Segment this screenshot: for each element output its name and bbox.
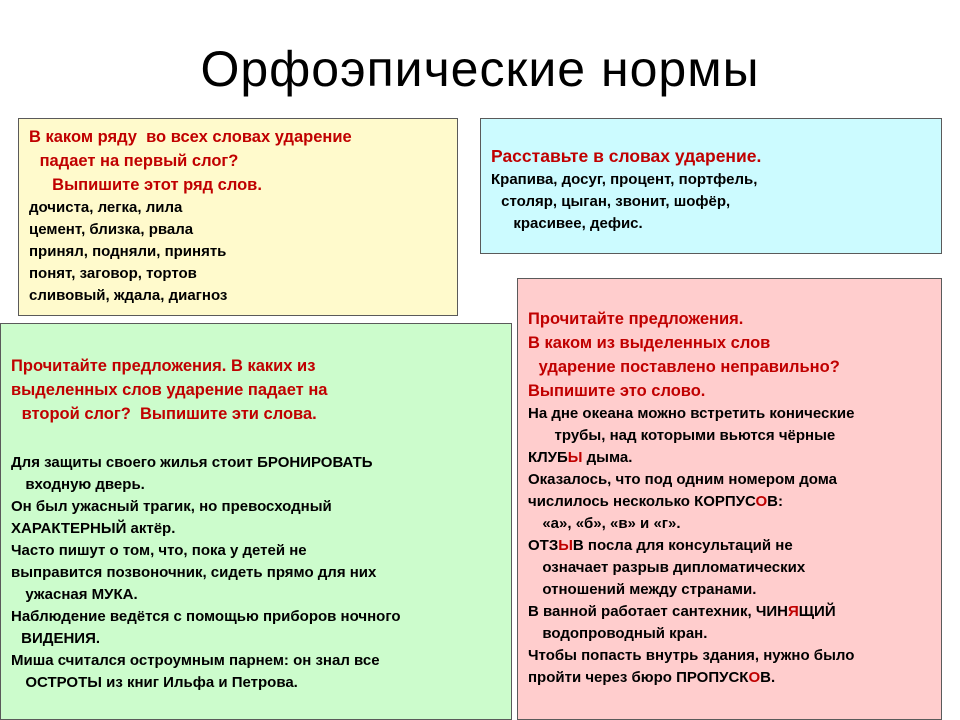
sentence-line: Оказалось, что под одним номером дома (528, 471, 838, 488)
sentence-line: Он был ужасный трагик, но превосходный (11, 498, 332, 515)
word-part: ОТЗ (528, 537, 559, 554)
exercise-box-wrong-stress (517, 278, 942, 720)
sentence-line: Чтобы попасть внутрь здания, нужно было (528, 647, 855, 664)
task-line: второй слог? Выпишите эти слова. (17, 405, 317, 423)
sentence-line: Наблюдение ведётся с помощью приборов ночного (11, 608, 401, 625)
word-part: дыма. (582, 449, 633, 466)
word-part: ЩИЙ (798, 603, 836, 620)
task-line: Выпишите этот ряд слов. (43, 176, 262, 194)
task-line: Выпишите это слово. (528, 382, 706, 400)
word-part: В: (767, 493, 783, 510)
sentence-line (528, 491, 941, 513)
sentence-line: ХАРАКТЕРНЫЙ актёр. (11, 520, 176, 537)
stressed-letter: Ы (558, 537, 573, 554)
task-line: В каком из выделенных слов (528, 334, 771, 352)
task-line: В каком ряду во всех словах ударение (29, 128, 352, 146)
sentence-line (528, 601, 941, 623)
stressed-letter: Я (787, 603, 799, 620)
sentence-line: означает разрыв дипломатических (534, 559, 806, 576)
sentence-line: ОСТРОТЫ из книг Ильфа и Петрова. (17, 674, 298, 691)
task-line: ударение поставлено неправильно? (534, 358, 840, 376)
exercise-box-first-syllable (18, 118, 458, 316)
sentence-line (528, 447, 941, 469)
sentence-line: водопроводный кран. (534, 625, 708, 642)
word-part: ЧИН (755, 603, 788, 620)
sentence-line: входную дверь. (17, 476, 145, 493)
word-row: столяр, цыган, звонит, шофёр, (497, 193, 731, 210)
word-part: В посла для консультаций не (572, 537, 793, 554)
task-line: Расставьте в словах ударение. (491, 146, 762, 166)
word-part: В ванной работает сантехник, (528, 603, 756, 620)
word-part: КЛУБ (528, 449, 568, 466)
task-line: Прочитайте предложения. В каких из (11, 357, 316, 375)
word-part: пройти через бюро ПРОПУСК (528, 669, 749, 686)
stressed-letter: Ы (567, 449, 583, 466)
word-row: принял, подняли, принять (29, 243, 227, 260)
sentence-line: трубы, над которыми вьются чёрные (542, 427, 836, 444)
exercise-box-second-syllable (0, 323, 512, 720)
sentence-line (528, 535, 941, 557)
task-line: Прочитайте предложения. (528, 310, 744, 328)
sentence-line: выправится позвоночник, сидеть прямо для них (11, 564, 377, 581)
sentence-line (528, 667, 941, 689)
sentence-line: На дне океана можно встретить конические (528, 405, 855, 422)
sentence-line: Миша считался остроумным парнем: он знал все (11, 652, 380, 669)
word-part: В. (760, 669, 776, 686)
word-part: числилось несколько КОРПУС (528, 493, 756, 510)
word-row: дочиста, легка, лила (29, 199, 183, 216)
sentence-line: отношений между странами. (534, 581, 757, 598)
stressed-letter: О (748, 669, 761, 686)
stressed-letter: О (755, 493, 768, 510)
word-row: сливовый, ждала, диагноз (29, 287, 228, 304)
word-row: цемент, близка, рвала (29, 221, 194, 238)
sentence-line: Часто пишут о том, что, пока у детей не (11, 542, 307, 559)
task-line: падает на первый слог? (35, 152, 239, 170)
exercise-box-place-stress (480, 118, 942, 254)
page-title: Орфоэпические нормы (200, 41, 760, 97)
task-line: выделенных слов ударение падает на (11, 381, 328, 399)
sentence-line: ужасная МУКА. (17, 586, 138, 603)
sentence-line: ВИДЕНИЯ. (17, 630, 101, 647)
sentence-line: «а», «б», «в» и «г». (534, 515, 681, 532)
sentence-line: Для защиты своего жилья стоит БРОНИРОВАТЬ (11, 454, 373, 471)
word-row: Крапива, досуг, процент, портфель, (491, 171, 758, 188)
word-row: понят, заговор, тортов (29, 265, 197, 282)
word-row: красивее, дефис. (505, 215, 643, 232)
